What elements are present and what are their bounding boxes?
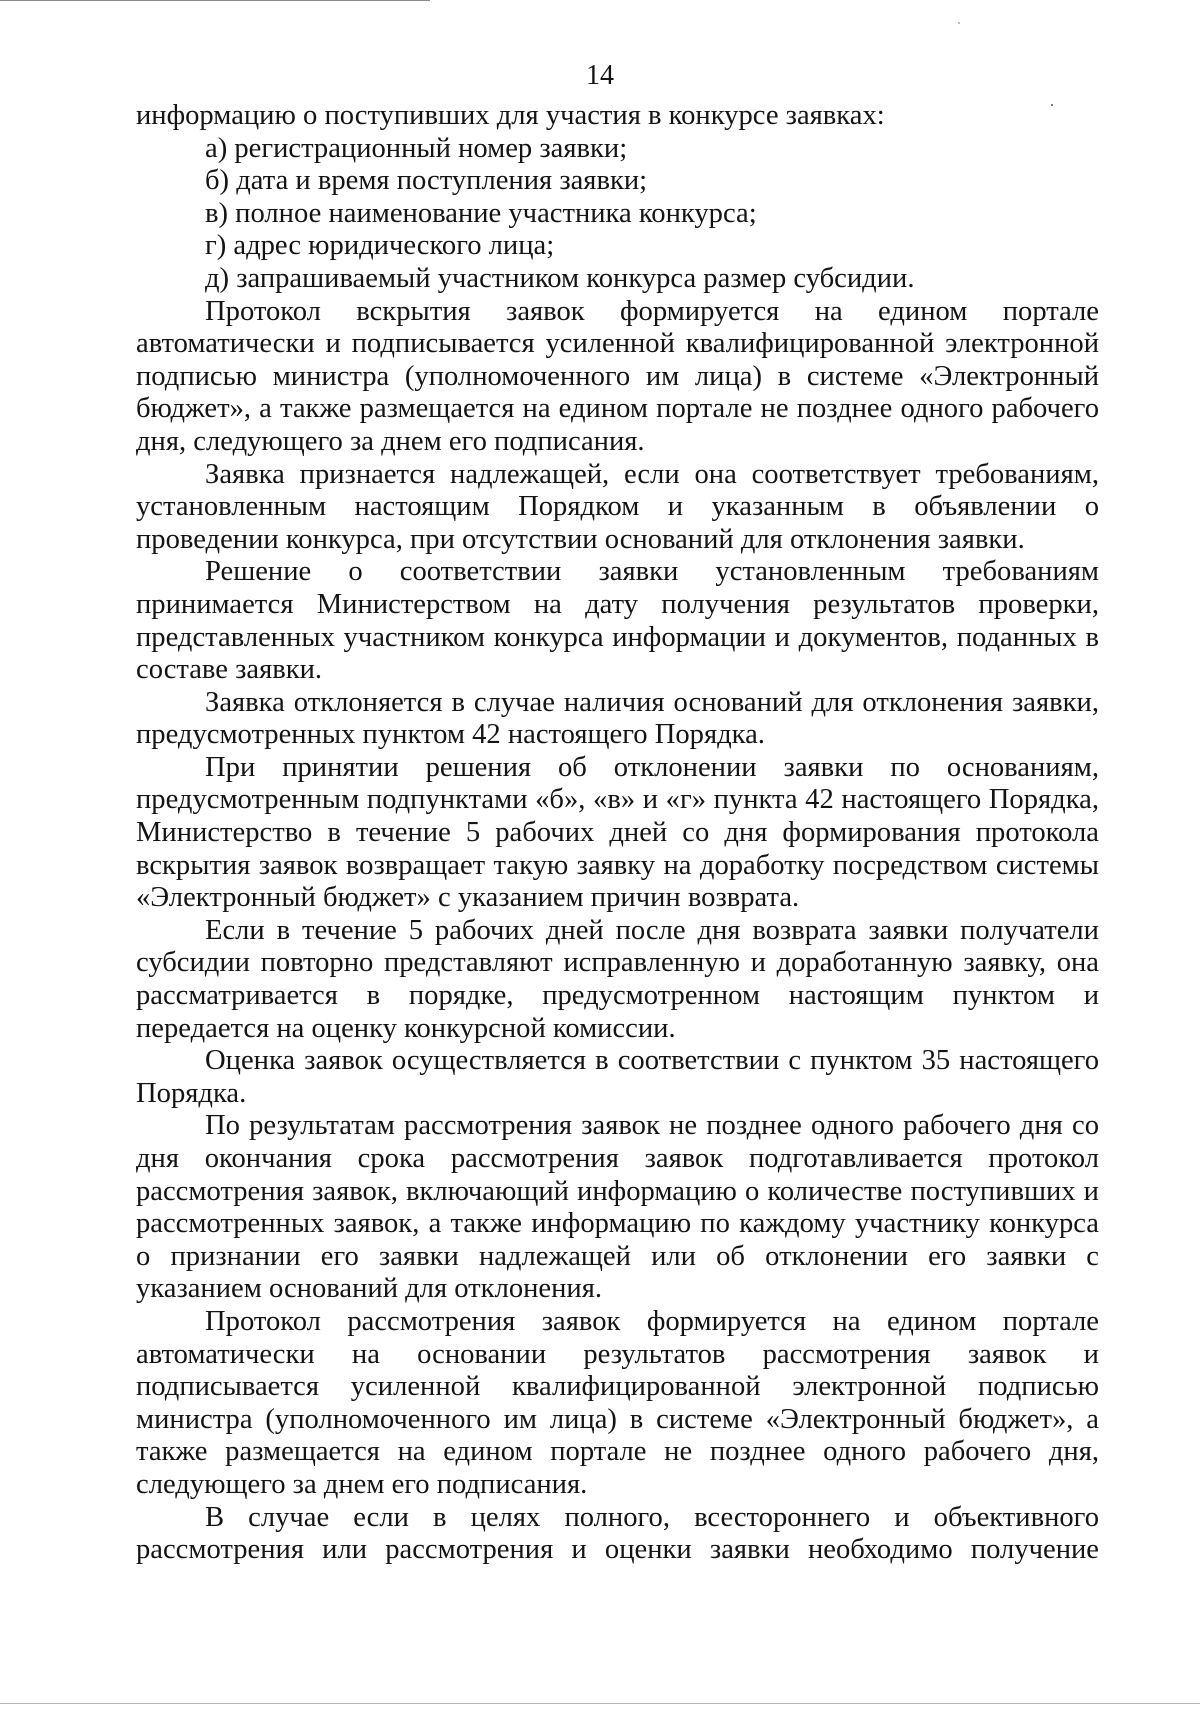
- paragraph-compliance-decision: Решение о соответствии заявки установленным требованиям принимается Министерством на дату получения результатов проверки, представленных участником конкурса информации и документов, поданных в составе заявки.: [136, 556, 1099, 686]
- scan-artifact-bottom-line: [0, 1703, 1200, 1704]
- document-body: [136, 100, 1099, 1567]
- paragraph-resubmission: Если в течение 5 рабочих дней после дня возврата заявки получатели субсидии повторно представляют исправленную и доработанную заявку, она рассматривается в порядке, предусмотренном настоящим пунктом и передается на оценку конкурсной комиссии.: [136, 914, 1099, 1044]
- paragraph-return-for-revision: При принятии решения об отклонении заявки по основаниям, предусмотренным подпунктами «б», «в» и «г» пункта 42 настоящего Порядка, Министерство в течение 5 рабочих дней со дня формирования протокола вскрытия заявок возвращает такую заявку на доработку посредством системы «Электронный бюджет» с указанием причин возврата.: [136, 751, 1099, 914]
- list-item-v: в) полное наименование участника конкурса;: [205, 197, 757, 229]
- list-item-d: д) запрашиваемый участником конкурса размер субсидии.: [205, 262, 915, 294]
- page-number: 14: [586, 60, 614, 91]
- paragraph-evaluation: Оценка заявок осуществляется в соответствии с пунктом 35 настоящего Порядка.: [136, 1045, 1099, 1109]
- list-item-a: а) регистрационный номер заявки;: [205, 132, 628, 164]
- list-item-g: г) адрес юридического лица;: [205, 230, 555, 262]
- paragraph-opening-protocol: Протокол вскрытия заявок формируется на едином портале автоматически и подписывается усиленной квалифицированной электронной подписью министра (уполномоченного им лица) в системе «Электронный бюджет», а также размещается на едином портале не позднее одного рабочего дня, следующего за днем его подписания.: [136, 295, 1099, 457]
- paragraph-review-protocol-signing: Протокол рассмотрения заявок формируется на едином портале автоматически на основании результатов рассмотрения заявок и подписывается усиленной квалифицированной электронной подписью министра (уполномоченного им лица) в системе «Электронный бюджет», а также размещается на едином портале не позднее одного рабочего дня, следующего за днем его подписания.: [136, 1305, 1099, 1500]
- paragraph-additional-info: В случае если в целях полного, всестороннего и объективного рассмотрения или рассмотрения и оценки заявки необходимо получение: [136, 1501, 1099, 1566]
- paragraph-rejection: Заявка отклоняется в случае наличия оснований для отклонения заявки, предусмотренных пунктом 42 настоящего Порядка.: [136, 686, 1099, 751]
- paragraph-application-proper: Заявка признается надлежащей, если она соответствует требованиям, установленным настоящим Порядком и указанным в объявлении о проведении конкурса, при отсутствии оснований для отклонения заявки.: [136, 458, 1099, 555]
- scan-artifact-top-line: [0, 0, 430, 1]
- paragraph-review-protocol: По результатам рассмотрения заявок не позднее одного рабочего дня со дня окончания срока рассмотрения заявок подготавливается протокол рассмотрения заявок, включающий информацию о количестве поступивших и рассмотренных заявок, а также информацию по каждому участнику конкурса о признании его заявки надлежащей или об отклонении его заявки с указанием оснований для отклонения.: [136, 1110, 1099, 1305]
- paragraph-intro: информацию о поступивших для участия в конкурсе заявках:: [136, 100, 885, 131]
- scan-artifact-dot: [958, 22, 960, 24]
- list-item-b: б) дата и время поступления заявки;: [205, 165, 648, 197]
